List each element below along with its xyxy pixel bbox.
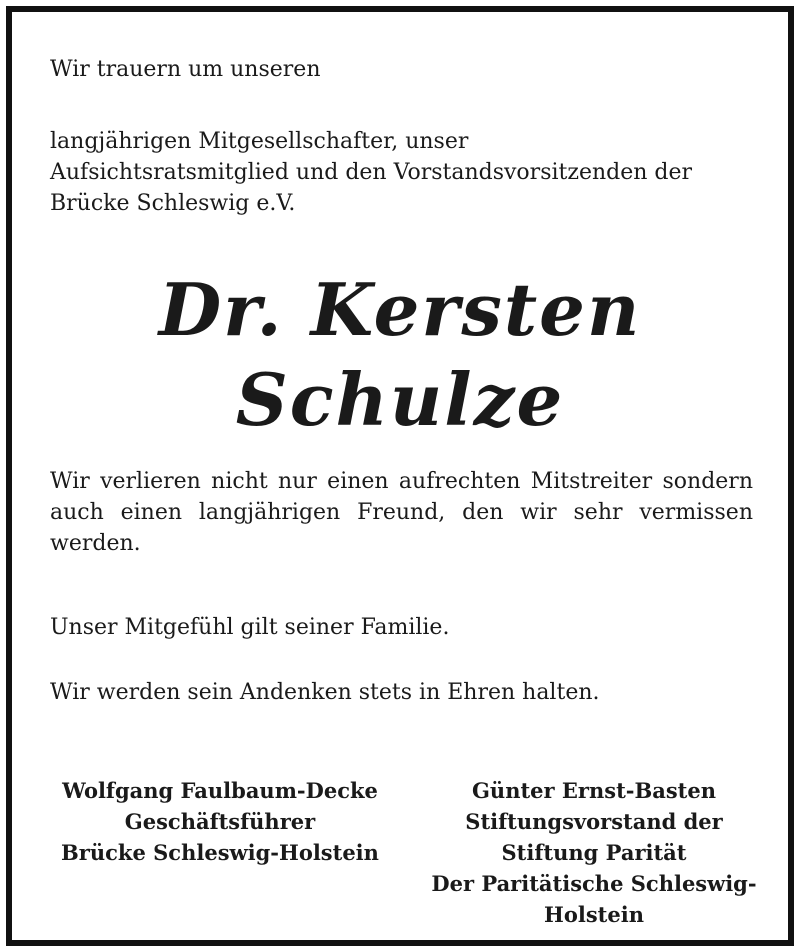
deceased-name-first: Dr. Kersten [158, 267, 642, 352]
signatory-organization: Der Paritätische Schleswig- [431, 871, 757, 896]
signatory-organization: Brücke Schleswig-Holstein [61, 840, 379, 865]
roles-line: langjährigen Mitgesellschafter, unser [50, 129, 469, 154]
roles-text [50, 126, 753, 219]
deceased-name-last: Schulze [235, 357, 565, 442]
signatory-organization: Holstein [544, 902, 644, 927]
roles-line: Aufsichtsratsmitglied und den Vorstandsvorsitzenden der [50, 160, 693, 185]
signatory-name: Günter Ernst-Basten [472, 778, 716, 803]
signature-left [40, 775, 400, 868]
signature-right [424, 775, 764, 930]
obituary-notice [6, 6, 794, 946]
signatory-title: Geschäftsführer [124, 809, 316, 834]
signatory-organization: Stiftung Parität [501, 840, 687, 865]
intro-text: Wir trauern um unseren [50, 57, 321, 82]
signatory-title: Stiftungsvorstand der [465, 809, 723, 834]
tribute-paragraph: Wir verlieren nicht nur einen aufrechten Mitstreiter sondern auch einen langjährigen Freund, den wir sehr vermissen werden. [50, 469, 753, 556]
roles-line: Brücke Schleswig e.V. [50, 191, 296, 216]
sympathy-paragraph: Unser Mitgefühl gilt seiner Familie. [50, 615, 450, 640]
remembrance-paragraph: Wir werden sein Andenken stets in Ehren halten. [50, 680, 600, 705]
signatory-name: Wolfgang Faulbaum-Decke [62, 778, 378, 803]
